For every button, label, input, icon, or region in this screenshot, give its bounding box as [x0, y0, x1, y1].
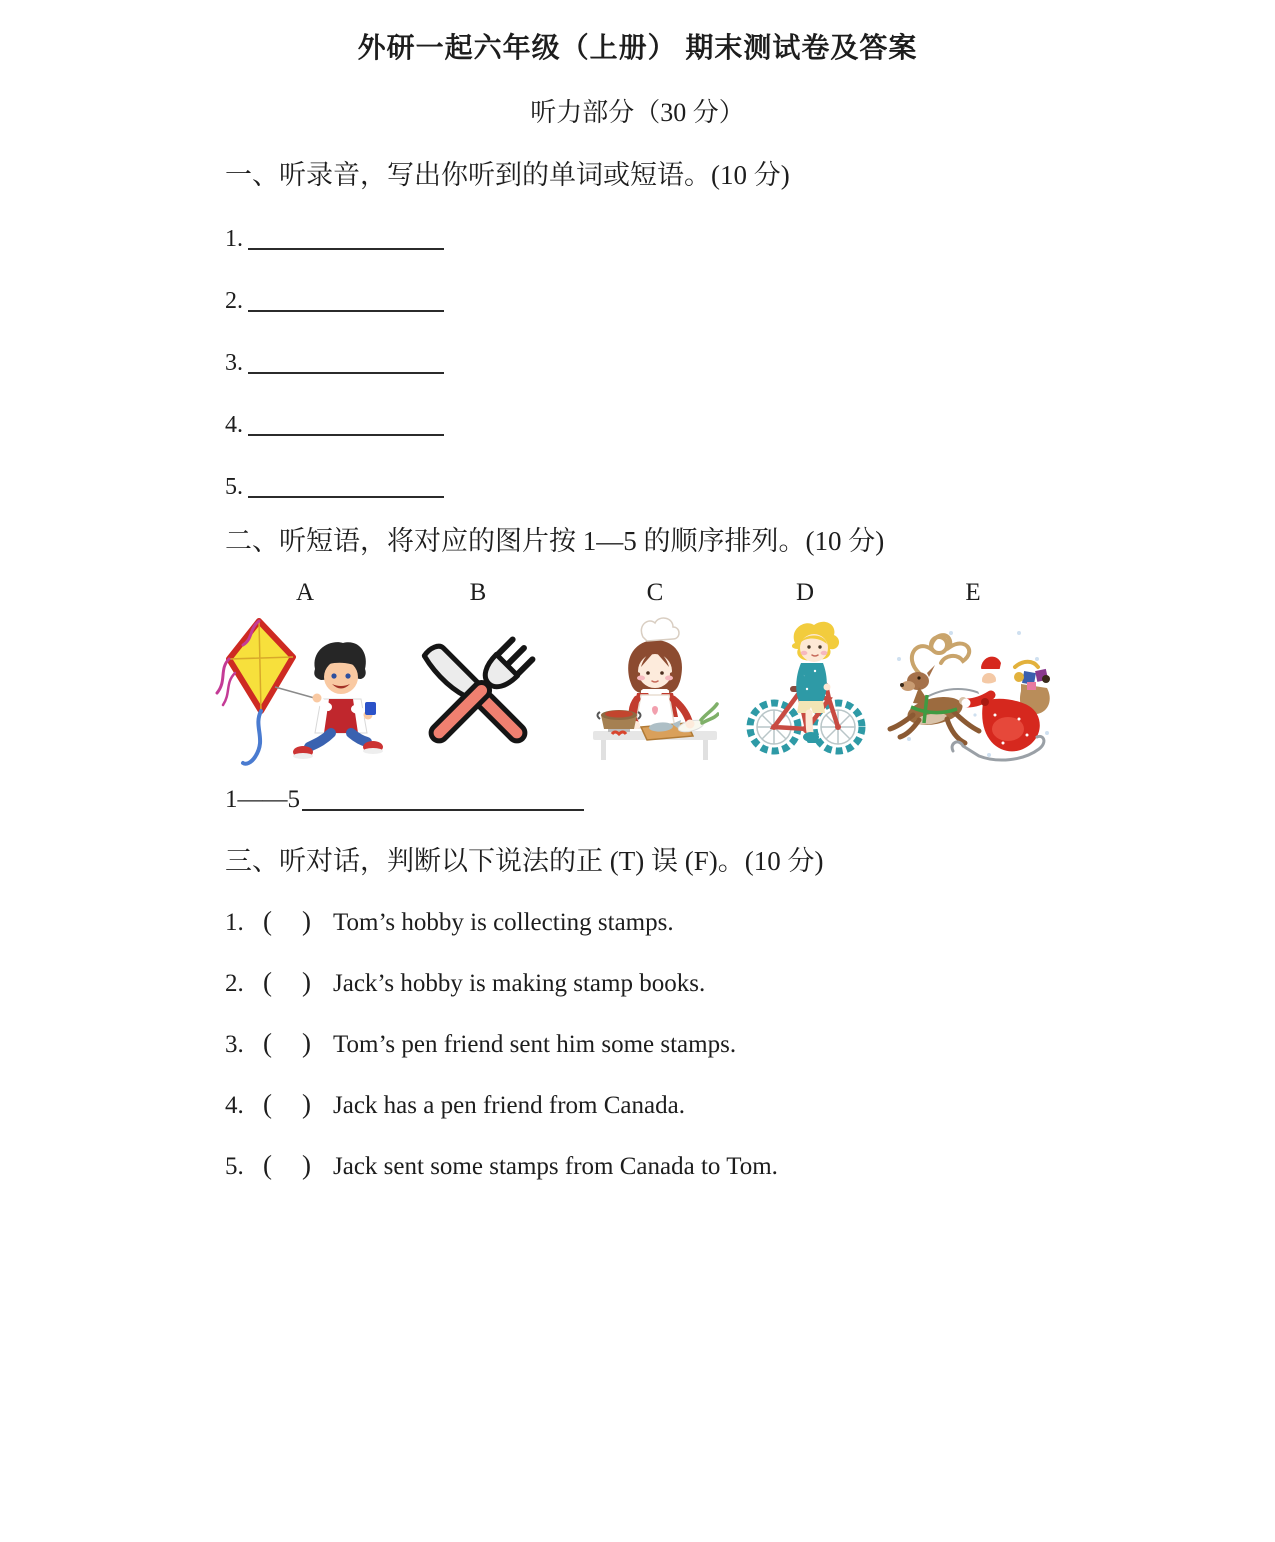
answer-blank-row [225, 411, 1105, 439]
option-letter: B [469, 579, 487, 606]
answer-bracket-open: ( [263, 906, 272, 936]
answer-bracket-close: ) [302, 1089, 311, 1119]
page-title: 外研一起六年级（上册） 期末测试卷及答案 [357, 32, 918, 63]
true-false-statement [225, 1088, 1105, 1122]
answer-blank-line [302, 809, 584, 811]
true-false-statement [225, 905, 1105, 939]
option-letter: D [795, 579, 815, 606]
section-three [225, 845, 1105, 1183]
statement-text: Jack has a pen friend from Canada. [333, 1092, 685, 1119]
answer-bracket-open: ( [263, 1089, 272, 1119]
true-false-statement [225, 1027, 1105, 1061]
statement-text: Tom’s hobby is collecting stamps. [333, 909, 674, 936]
picture-option-b [403, 579, 553, 761]
item-number: 4. [225, 1092, 244, 1119]
item-number: 2. [225, 288, 243, 314]
answer-bracket-close: ) [302, 1028, 311, 1058]
listening-part-title: 听力部分（30 分） [530, 98, 745, 127]
crossed-knife-and-fork-image [408, 627, 548, 761]
answer-bracket-open: ( [263, 1028, 272, 1058]
section-three-heading: 三、听对话，判断以下说法的正 (T) 误 (F)。(10 分) [225, 846, 824, 876]
answer-bracket-close: ) [302, 1150, 311, 1180]
statement-text: Tom’s pen friend sent him some stamps. [333, 1031, 737, 1058]
picture-option-c [591, 579, 719, 763]
item-number: 2. [225, 970, 244, 997]
option-letter: E [965, 579, 981, 606]
item-number: 4. [225, 412, 243, 438]
answer-blank-row [225, 225, 1105, 253]
picture-option-a [215, 579, 395, 767]
picture-option-e [887, 579, 1059, 765]
answer-blank-row [225, 349, 1105, 377]
item-number: 1. [225, 909, 244, 936]
statement-text: Jack’s hobby is making stamp books. [333, 970, 706, 997]
girl-cooking-image [591, 615, 719, 763]
boy-riding-bicycle-image [741, 615, 869, 760]
picture-option-d [741, 579, 869, 760]
item-number: 1. [225, 226, 243, 252]
answer-blank-line [248, 372, 444, 374]
answer-bracket-open: ( [263, 1150, 272, 1180]
item-number: 5. [225, 474, 243, 500]
item-number: 3. [225, 350, 243, 376]
item-number: 3. [225, 1031, 244, 1058]
answer-bracket-close: ) [302, 967, 311, 997]
santa-sleigh-reindeer-image [887, 615, 1059, 765]
option-letter: C [646, 579, 664, 606]
section-one [225, 159, 1105, 501]
section-two [225, 525, 1105, 815]
answer-blank-line [248, 496, 444, 498]
answer-blank-line [248, 434, 444, 436]
item-number: 5. [225, 1153, 244, 1180]
answer-blank-line [248, 248, 444, 250]
true-false-statement [225, 966, 1105, 1000]
answer-blank-line [248, 310, 444, 312]
section-one-heading: 一、听录音，写出你听到的单词或短语。(10 分) [225, 160, 790, 190]
test-paper-page [0, 26, 1275, 1542]
statement-text: Jack sent some stamps from Canada to Tom. [333, 1153, 778, 1180]
picture-options-row [215, 579, 1105, 767]
answer-bracket-open: ( [263, 967, 272, 997]
answer-range-label: 1——5 [225, 786, 300, 813]
boy-flying-kite-image [215, 615, 395, 767]
answer-blank-row [225, 287, 1105, 315]
page-content [225, 159, 1105, 1183]
option-letter: A [295, 579, 315, 606]
section-two-answer-row [225, 785, 1105, 815]
section-two-heading: 二、听短语，将对应的图片按 1—5 的顺序排列。(10 分) [225, 526, 885, 556]
true-false-statement [225, 1149, 1105, 1183]
answer-blank-row [225, 473, 1105, 501]
answer-bracket-close: ) [302, 906, 311, 936]
